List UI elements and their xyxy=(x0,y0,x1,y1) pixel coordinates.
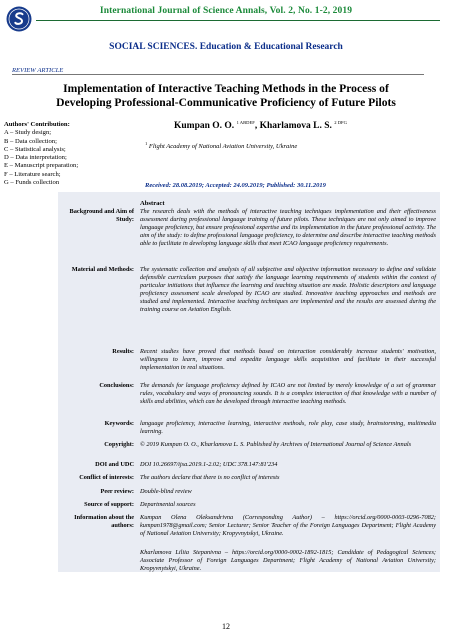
row-text: Kharlamova Liliia Stepanivna – https://orcid.org/0000-0002-1892-1815; Candidate of Pedagogical Sciences; Associate Professor of Foreign Languages Department; Flight Academy of National Aviation University; Kropyvnytskyi, Ukraine. xyxy=(140,549,436,573)
row-label: Keywords: xyxy=(104,420,134,427)
row-label: Source of support: xyxy=(84,501,134,508)
row-text: DOI 10.26697/ijsa.2019.1-2.02; UDC 378.147:81'234 xyxy=(140,461,278,468)
row-text: The demands for language proficiency defined by ICAO are not limited by merely knowledge of a set of grammar rules, vocabulary and ways of pronouncing sounds. It is a complex interaction of that knowledge with a number of skills and abilities, which can be developed through interactive teaching methods. xyxy=(140,382,436,406)
contribution-item: E – Manuscript preparation; xyxy=(4,162,79,170)
publication-dates xyxy=(145,182,326,189)
affiliation-marker: 1 xyxy=(145,141,148,146)
row-text: © 2019 Kumpan O. O., Kharlamova L. S. Published by Archives of International Journal of Science Annals xyxy=(140,441,412,448)
row-label: Copyright: xyxy=(104,441,134,448)
contribution-item: G – Funds collection xyxy=(4,179,60,187)
row-text: The systematic collection and analysis of all subjective and objective information necessary to define and validate defensible curriculum purposes that satisfy the language learning requirements of students within the context of particular initiations that influence the learning and teaching situation are made. Holistic descriptors and language proficiency assessment scale developed by ICAO are studied. Innovative teaching approaches and methods are studied and implemented. Interactive teaching techniques are implemented and the results are assessed during the training course on Aviation English. xyxy=(140,266,436,314)
accepted-label: Accepted: xyxy=(205,182,232,189)
article-type-label: REVIEW ARTICLE xyxy=(12,67,64,74)
contribution-item: F – Literature search; xyxy=(4,170,61,178)
article-type-divider xyxy=(12,74,424,75)
article-title-line: Implementation of Interactive Teaching Methods in the Process of xyxy=(63,82,389,95)
published-label: Published: xyxy=(266,182,296,189)
contribution-item: C – Statistical analysis; xyxy=(4,145,66,153)
row-label: Conclusions: xyxy=(99,382,134,389)
contribution-item: B – Data collection; xyxy=(4,137,57,145)
author-name: Kumpan O. O. xyxy=(174,121,235,131)
row-label: Material and Methods: xyxy=(71,266,134,273)
section-heading: SOCIAL SCIENCES. Education & Educational Research xyxy=(109,42,343,52)
row-text: Kumpan Olena Oleksandrivna (Corresponding Author) – https://orcid.org/0000-0003-0296-7082; kumpan1978@gmail.com; Senior Lecturer; Senior Teacher of the Foreign Languages Department; Flight Academy of National Aviation University; Kropyvnytskyi, Ukraine. xyxy=(140,514,436,538)
abstract-heading: Abstract xyxy=(140,200,165,207)
contribution-item: D – Data interpretation; xyxy=(4,154,67,162)
row-text: The authors declare that there is no conflict of interests xyxy=(140,474,280,481)
received-date: 28.08.2019; xyxy=(172,182,205,189)
author-name: Kharlamova L. S. xyxy=(259,121,332,131)
row-text: Departmental sources xyxy=(140,501,196,508)
received-label: Received: xyxy=(145,182,171,189)
row-text: The research deals with the methods of interactive teaching techniques implementation and their effectiveness assessment during professional language training of future pilots. These techniques are not only aimed to improve language proficiency, but ensure professional expertise and its implementation in the future professional activity. The aim of the study: to define professional language proficiency, to determine and describe interactive teaching methods able to facilitate in developing language skills that meet ICAO language proficiency requirements. xyxy=(140,208,436,248)
page-number: 12 xyxy=(222,622,230,631)
row-label: Conflict of interests: xyxy=(79,474,134,481)
article-title-line: Developing Professional-Communicative Proficiency of Future Pilots xyxy=(56,95,396,109)
row-text: language proficiency, interactive learning, interactive methods, role play, case study, brainstorming, multimedia learning. xyxy=(140,420,436,436)
row-text: Recent studies have proved that methods based on interaction considerably increase students' motivation, willingness to learn, improve and expedite language skills acquisition and facilitate in their successful implementation in real situations. xyxy=(140,348,436,372)
contribution-item: A – Study design; xyxy=(4,129,52,137)
published-date: 30.11.2019 xyxy=(296,182,326,189)
header-divider xyxy=(36,20,440,21)
journal-header: International Journal of Science Annals, Vol. 2, No. 1-2, 2019 xyxy=(99,6,353,16)
row-label: Results: xyxy=(112,348,134,355)
article-title xyxy=(22,82,430,109)
row-label: Background and Aim of Study: xyxy=(69,208,134,224)
authors-contribution xyxy=(4,121,78,187)
row-label: DOI and UDC xyxy=(95,461,134,468)
row-text: Double-blind review xyxy=(140,488,192,495)
author-role-codes: 2 DFG xyxy=(334,120,347,125)
row-label: Peer review: xyxy=(100,488,134,495)
author-role-codes: 1 ABDEF xyxy=(236,120,255,125)
accepted-date: 24.09.2019; xyxy=(233,182,265,189)
author-list: Kumpan O. O. $^{1 ABDEF}$, Kharlamova L. S. $^{2 DFG}$ xyxy=(174,120,347,131)
affiliation xyxy=(145,141,297,150)
affiliation-text: Flight Academy of National Aviation University, Ukraine xyxy=(148,143,298,151)
row-label: Information about the authors: xyxy=(74,514,134,530)
contribution-heading: Authors' Contribution: xyxy=(4,121,70,128)
